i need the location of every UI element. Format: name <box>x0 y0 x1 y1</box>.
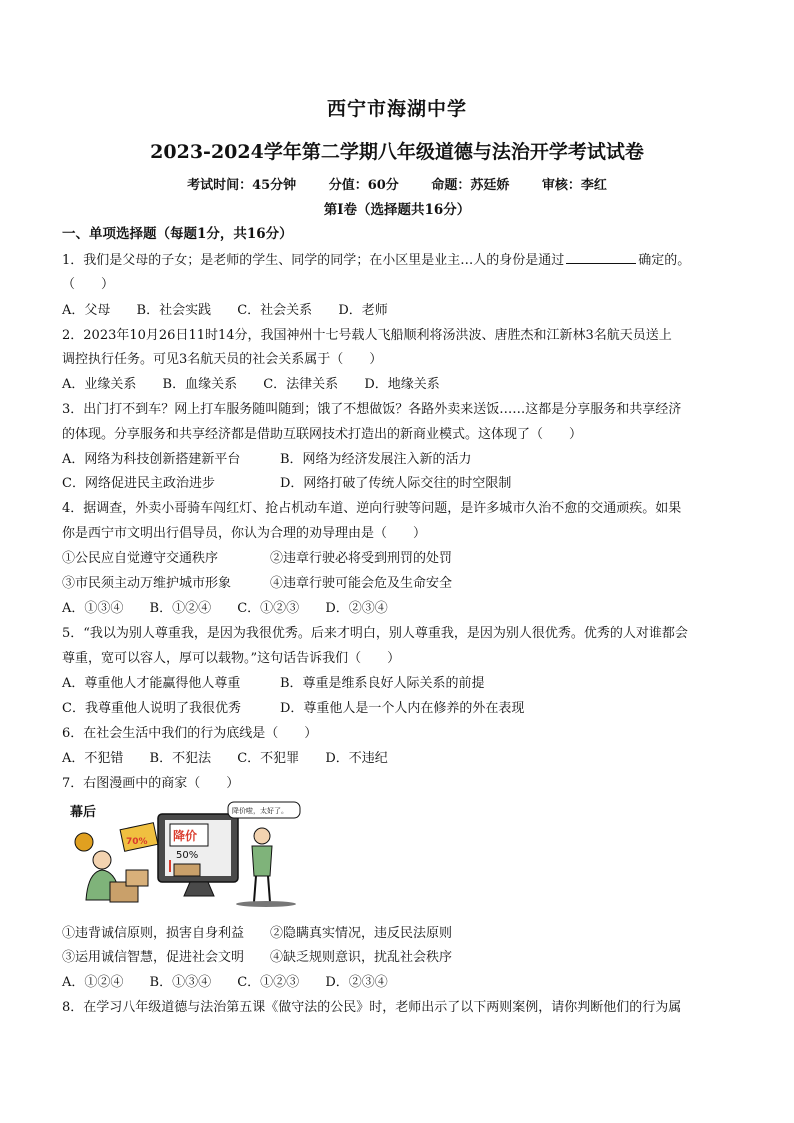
q2-option-a: A．业缘关系 <box>62 377 137 392</box>
q5-option-b: B．尊重是维系良好人际关系的前提 <box>280 676 485 691</box>
q1-stem-end: 确定的。 <box>638 253 691 268</box>
q1-options <box>62 299 410 318</box>
q7-options <box>62 971 410 990</box>
exam-meta <box>0 174 794 193</box>
q4-statement-2: ②违章行驶必将受到刑罚的处罚 <box>270 551 453 566</box>
q7-statement-3: ③运用诚信智慧，促进社会文明 <box>62 950 245 965</box>
q2-option-c: C．法律关系 <box>263 377 339 392</box>
q7-statement-2: ②隐瞒真实情况，违反民法原则 <box>270 926 453 941</box>
q3-option-b: B．网络为经济发展注入新的活力 <box>280 452 472 467</box>
q7-option-b: B．①③④ <box>149 975 212 990</box>
q2-line-1: 2．2023年10月26日11时14分，我国神州十七号载人飞船顺利将汤洪波、唐胜杰和江新林3名航天员送上 <box>62 328 672 343</box>
price-tag-text: 70% <box>126 837 148 847</box>
q7-option-c: C．①②③ <box>237 975 300 990</box>
exam-author: 命题：苏廷娇 <box>431 178 510 193</box>
q4-option-c: C．①②③ <box>237 601 300 616</box>
q6-line: 6．在社会生活中我们的行为底线是（ ） <box>62 726 318 741</box>
q6-option-c: C．不犯罪 <box>237 751 300 766</box>
q1-option-c: C．社会关系 <box>237 303 313 318</box>
q3-option-a: A．网络为科技创新搭建新平台 <box>62 452 241 467</box>
q4-statements-row-2 <box>62 572 452 591</box>
q1-stem <box>62 249 690 268</box>
goods-box <box>126 870 148 886</box>
q2-options <box>62 373 462 392</box>
q7-statement-1: ①违背诚信原则，损害自身利益 <box>62 926 245 941</box>
goods-box <box>174 864 200 876</box>
q7-statements-row-1 <box>62 922 452 941</box>
q4-options <box>62 597 410 616</box>
customer-body <box>252 846 272 876</box>
q4-option-d: D．②③④ <box>325 601 388 616</box>
q4-line-1: 4．据调查，外卖小哥骑车闯红灯、抢占机动车道、逆向行驶等问题，是许多城市久治不愈的交通顽疾。如果 <box>62 501 682 516</box>
q3-option-d: D．网络打破了传统人际交往的时空限制 <box>280 476 512 491</box>
q7-statement-4: ④缺乏规则意识，扰乱社会秩序 <box>270 950 453 965</box>
q3-line-2: 的体现。分享服务和共享经济都是借助互联网技术打造出的新商业模式。这体现了（ ） <box>62 427 583 442</box>
q3-options-row-2 <box>62 472 511 491</box>
q8-line: 8．在学习八年级道德与法治第五课《做守法的公民》时，老师出示了以下两则案例，请你判断他们的行为属 <box>62 1000 682 1015</box>
q4-option-b: B．①②④ <box>149 601 212 616</box>
q1-stem-text: 1．我们是父母的子女；是老师的学生、同学的同学；在小区里是业主…人的身份是通过 <box>62 253 565 268</box>
q3-option-c: C．网络促进民主政治进步 <box>62 476 215 491</box>
exam-reviewer: 审核：李红 <box>541 178 607 193</box>
exam-score: 分值：60分 <box>328 178 399 193</box>
q4-line-2: 你是西宁市文明出行倡导员，你认为合理的劝导理由是（ ） <box>62 526 427 541</box>
q5-options-row-2 <box>62 697 524 716</box>
q3-options-row-1 <box>62 448 472 467</box>
q6-option-d: D．不违纪 <box>325 751 388 766</box>
q5-option-a: A．尊重他人才能赢得他人尊重 <box>62 676 241 691</box>
volume-heading: 第Ⅰ卷（选择题共16分） <box>323 202 471 218</box>
q4-statement-4: ④违章行驶可能会危及生命安全 <box>270 576 453 591</box>
cartoon-base <box>236 901 296 907</box>
q6-options <box>62 747 410 766</box>
q4-statements-row-1 <box>62 547 452 566</box>
exam-title: 2023-2024学年第二学期八年级道德与法治开学考试试卷 <box>150 141 644 163</box>
q7-statements-row-2 <box>62 946 452 965</box>
q5-option-d: D．尊重他人是一个人内在修养的外在表现 <box>280 701 525 716</box>
q1-paren: （ ） <box>62 277 115 292</box>
q4-statement-3: ③市民须主动万维护城市形象 <box>62 576 232 591</box>
q7-option-d: D．②③④ <box>325 975 388 990</box>
q6-option-a: A．不犯错 <box>62 751 124 766</box>
q1-option-d: D．老师 <box>338 303 388 318</box>
q1-option-b: B．社会实践 <box>136 303 212 318</box>
q2-option-d: D．地缘关系 <box>364 377 440 392</box>
coin-icon <box>75 833 93 851</box>
speech-bubble-text: 降价啦，太好了。 <box>232 807 288 815</box>
cartoon-caption: 幕后 <box>70 805 97 820</box>
q2-line-2: 调控执行任务。可见3名航天员的社会关系属于（ ） <box>62 352 383 367</box>
q3-line-1: 3．出门打不到车？网上打车服务随叫随到；饿了不想做饭？各路外卖来送饭……这都是分享服务和共享经济 <box>62 402 682 417</box>
q5-line-1: 5．“我以为别人尊重我，是因为我很优秀。后来才明白，别人尊重我，是因为别人很优秀。优秀的人对谁都会 <box>62 626 688 641</box>
q1-option-a: A．父母 <box>62 303 111 318</box>
q5-line-2: 尊重，宽可以容人，厚可以载物。”这句话告诉我们（ ） <box>62 651 401 666</box>
discount-sign-text: 降价 <box>173 829 198 843</box>
customer-legs <box>254 876 270 902</box>
exam-time: 考试时间：45分钟 <box>187 178 297 193</box>
school-name: 西宁市海湖中学 <box>326 98 467 120</box>
q7-line: 7．右图漫画中的商家（ ） <box>62 776 240 791</box>
cartoon-image <box>66 800 302 908</box>
q7-option-a: A．①②④ <box>62 975 124 990</box>
q4-statement-1: ①公民应自觉遵守交通秩序 <box>62 551 219 566</box>
q6-option-b: B．不犯法 <box>149 751 212 766</box>
discount-percent: 50% <box>176 850 199 861</box>
q2-option-b: B．血缘关系 <box>162 377 238 392</box>
q5-options-row-1 <box>62 672 485 691</box>
q4-option-a: A．①③④ <box>62 601 124 616</box>
customer-head <box>254 828 270 844</box>
q1-blank <box>566 251 636 264</box>
section-heading: 一、单项选择题（每题1分，共16分） <box>62 226 293 242</box>
monitor-stand <box>184 882 214 896</box>
merchant-head <box>93 851 111 869</box>
q5-option-c: C．我尊重他人说明了我很优秀 <box>62 701 241 716</box>
